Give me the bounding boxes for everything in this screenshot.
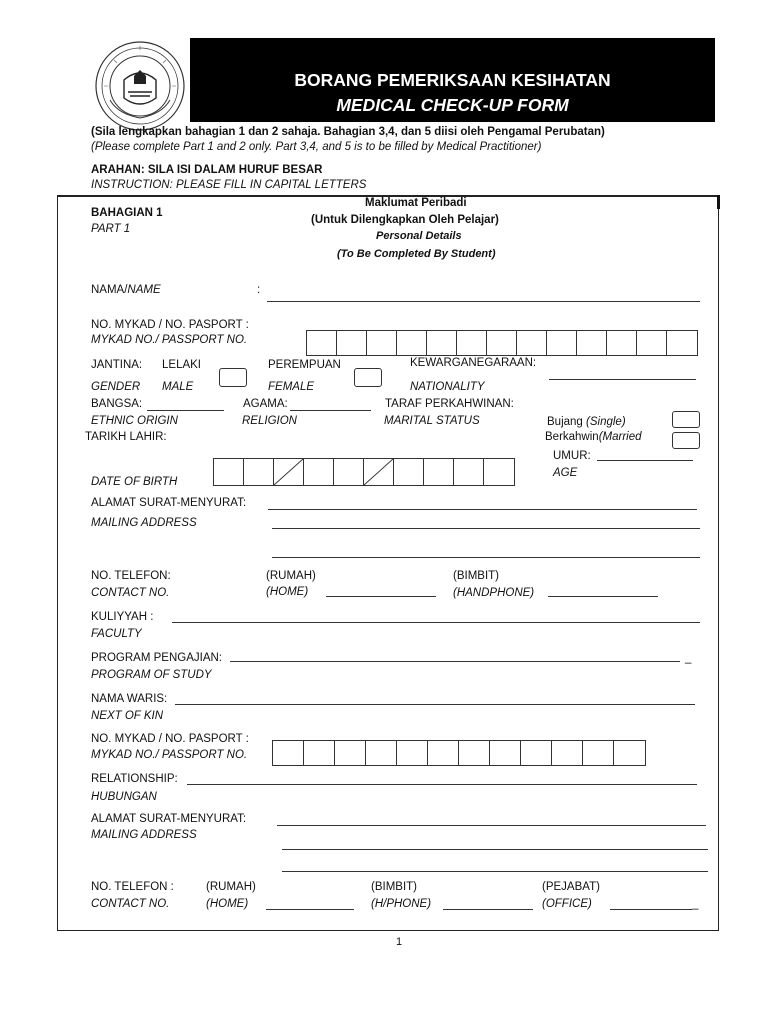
part1-subheading-english: (To Be Completed By Student) [337,248,496,260]
nok-address-label-english: MAILING ADDRESS [91,829,197,841]
religion-input-line[interactable] [290,410,371,411]
home-phone-input-line[interactable] [326,596,436,597]
intro-note-english: (Please complete Part 1 and 2 only. Part 3,4, and 5 is to be filled by Medical Practitioner) [91,141,542,153]
program-line-end: _ [685,652,692,664]
nextofkin-input-line[interactable] [175,704,695,705]
nok-mykad-label-english: MYKAD NO./ PASSPORT NO. [91,749,248,761]
nok-mobile-phone-input-line[interactable] [443,909,533,910]
page-number: 1 [396,936,403,948]
religion-label-english: RELIGION [242,415,297,427]
mykad-label-malay: NO. MYKAD / NO. PASPORT : [91,319,249,331]
phone-label-malay: NO. TELEFON: [91,570,171,582]
age-label-malay: UMUR: [553,450,591,462]
program-label-english: PROGRAM OF STUDY [91,669,212,681]
ethnic-label-malay: BANGSA: [91,398,143,410]
dob-input-boxes[interactable] [213,458,515,486]
nok-address-label-malay: ALAMAT SURAT-MENYURAT: [91,813,247,825]
ethnic-input-line[interactable] [147,410,224,411]
male-label-english: MALE [162,381,194,393]
female-label-malay: PEREMPUAN [268,359,341,371]
nok-address-line-3[interactable] [282,871,708,872]
name-input-line[interactable] [267,301,700,302]
faculty-label-english: FACULTY [91,628,142,640]
nok-phone-label-english: CONTACT NO. [91,898,170,910]
mobile-label-english: (HANDPHONE) [453,587,535,599]
phone-label-english: CONTACT NO. [91,587,170,599]
gender-label-malay: JANTINA: [91,359,143,371]
relationship-label-malay: HUBUNGAN [91,791,157,803]
faculty-label-malay: KULIYYAH : [91,611,154,623]
part1-heading-malay: Maklumat Peribadi [365,197,467,209]
nok-office-line-end: _ [692,898,699,910]
nok-office-phone-input-line[interactable] [610,909,692,910]
form-title-malay: BORANG PEMERIKSAAN KESIHATAN [294,70,611,90]
gender-label-english: GENDER [91,381,141,393]
female-label-english: FEMALE [268,381,315,393]
part1-subheading-malay: (Untuk Dilengkapkan Oleh Pelajar) [311,214,499,226]
home-label-malay: (RUMAH) [266,570,316,582]
age-label-english: AGE [553,467,578,479]
female-checkbox[interactable] [354,368,382,387]
nok-mykad-input-boxes[interactable] [272,740,646,766]
faculty-input-line[interactable] [172,622,700,623]
address-line-1[interactable] [268,509,697,510]
nok-mykad-label-malay: NO. MYKAD / NO. PASPORT : [91,733,249,745]
university-crest-icon [94,40,186,132]
nextofkin-label-malay: NAMA WARIS: [91,693,168,705]
intro-note-malay: (Sila lengkapkan bahagian 1 dan 2 sahaja. Bahagian 3,4, dan 5 diisi oleh Pengamal Perubatan) [91,126,605,138]
nok-address-line-2[interactable] [282,849,708,850]
marital-label-english: MARITAL STATUS [384,415,480,427]
nationality-label-malay: KEWARGANEGARAAN: [410,357,537,369]
mykad-input-boxes[interactable] [306,330,698,356]
dob-label-english: DATE OF BIRTH [91,476,178,488]
relationship-label-english: RELATIONSHIP: [91,773,178,785]
dob-label-malay: TARIKH LAHIR: [85,431,167,443]
nationality-label-english: NATIONALITY [410,381,485,393]
nok-phone-label-malay: NO. TELEFON : [91,881,174,893]
nextofkin-label-english: NEXT OF KIN [91,710,163,722]
single-checkbox[interactable] [672,411,700,428]
ethnic-label-english: ETHNIC ORIGIN [91,415,178,427]
nok-mobile-label-malay: (BIMBIT) [371,881,417,893]
name-label: NAMA/NAME [91,284,161,296]
age-input-line[interactable] [597,460,693,461]
program-input-line[interactable] [230,661,680,662]
nok-mobile-label-english: (H/PHONE) [371,898,432,910]
address-label-english: MAILING ADDRESS [91,517,197,529]
address-line-2[interactable] [272,528,700,529]
married-label: Berkahwin(Married [545,431,642,443]
married-checkbox[interactable] [672,432,700,449]
instruction-english: INSTRUCTION: PLEASE FILL IN CAPITAL LETTERS [91,179,367,191]
mobile-phone-input-line[interactable] [548,596,658,597]
home-label-english: (HOME) [266,586,309,598]
part1-label-malay: BAHAGIAN 1 [91,207,163,219]
name-colon: : [257,284,261,296]
marital-label-malay: TARAF PERKAHWINAN: [385,398,514,410]
address-label-malay: ALAMAT SURAT-MENYURAT: [91,497,247,509]
part1-heading-english: Personal Details [376,230,462,242]
nok-home-label-malay: (RUMAH) [206,881,256,893]
program-label-malay: PROGRAM PENGAJIAN: [91,652,222,664]
religion-label-malay: AGAMA: [243,398,288,410]
male-label-malay: LELAKI [162,359,201,371]
address-line-3[interactable] [272,557,700,558]
single-label: Bujang (Single) [547,416,626,428]
relationship-input-line[interactable] [187,784,697,785]
male-checkbox[interactable] [219,368,247,387]
nok-home-phone-input-line[interactable] [266,909,354,910]
nok-office-label-malay: (PEJABAT) [542,881,600,893]
nationality-input-line[interactable] [549,379,696,380]
nok-office-label-english: (OFFICE) [542,898,592,910]
instruction-malay: ARAHAN: SILA ISI DALAM HURUF BESAR [91,164,323,176]
form-title-english: MEDICAL CHECK-UP FORM [336,95,569,115]
mobile-label-malay: (BIMBIT) [453,570,499,582]
mykad-label-english: MYKAD NO./ PASSPORT NO. [91,334,248,346]
nok-home-label-english: (HOME) [206,898,249,910]
nok-address-line-1[interactable] [277,825,706,826]
part1-label-english: PART 1 [91,223,131,235]
